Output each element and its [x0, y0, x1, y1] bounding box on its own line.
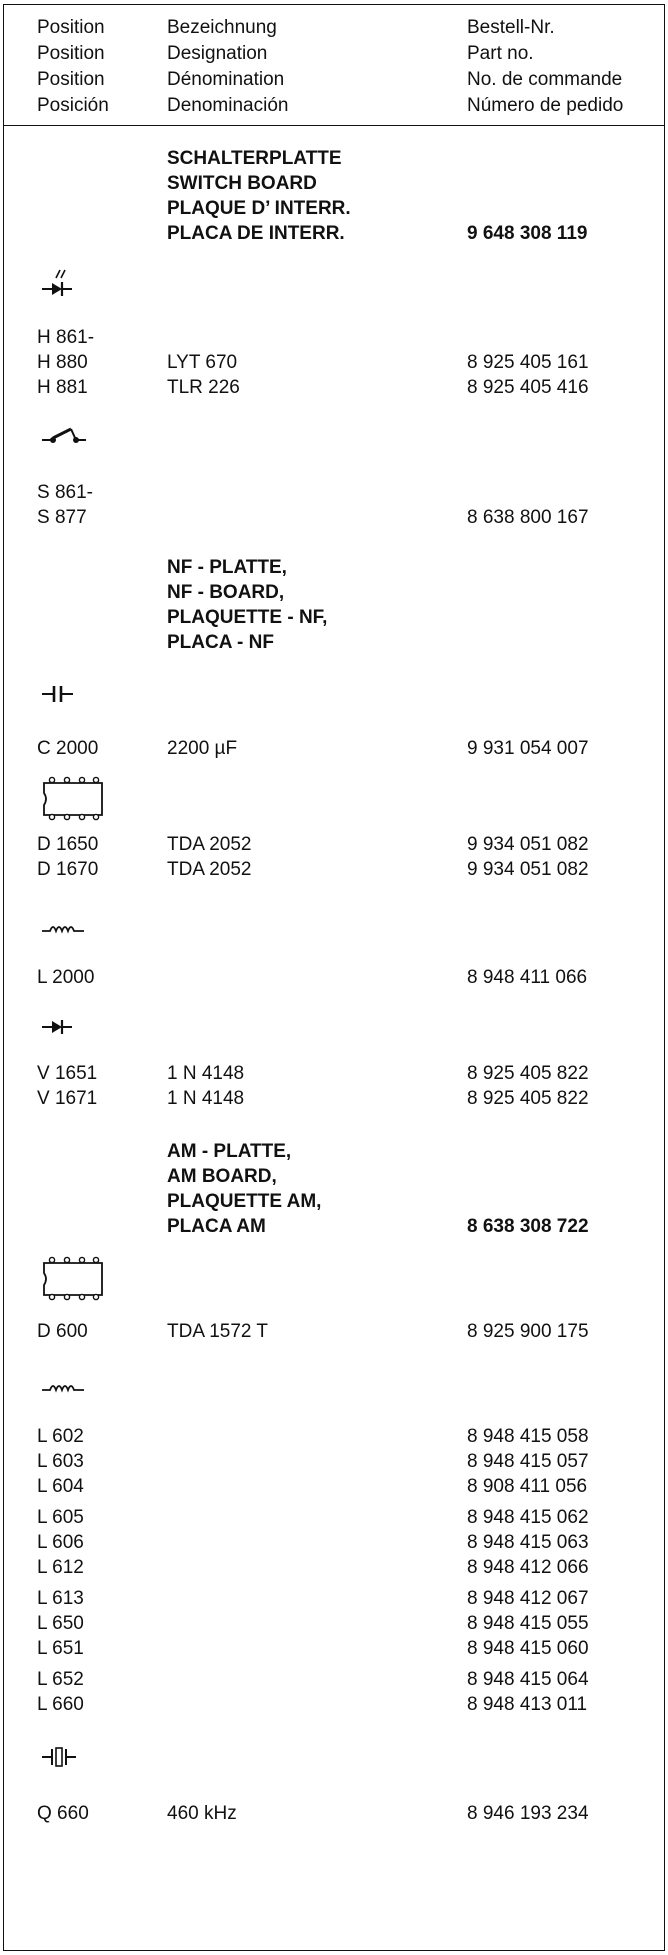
section-title-line: PLACA DE INTERR. — [167, 223, 345, 244]
table-row-part: 8 925 405 822 — [467, 1088, 589, 1109]
section-title-line: NF - BOARD, — [167, 582, 285, 603]
table-row-part: 8 925 405 161 — [467, 352, 589, 373]
table-row-part: 8 948 412 066 — [467, 1557, 589, 1578]
header-designation-de: Bezeichnung — [167, 17, 277, 38]
header-position-es: Posición — [37, 95, 109, 116]
table-row-part: 8 925 405 822 — [467, 1063, 589, 1084]
ic-chip-icon — [38, 1255, 108, 1301]
table-row-pos: S 861- — [37, 482, 93, 503]
table-row-part: 8 948 411 066 — [467, 967, 588, 988]
table-row-desc: TDA 1572 T — [167, 1321, 269, 1342]
section-title-line: PLACA - NF — [167, 632, 274, 653]
table-row-pos: H 880 — [37, 352, 88, 373]
table-row-part: 8 946 193 234 — [467, 1803, 589, 1824]
table-row-part: 8 948 415 057 — [467, 1451, 589, 1472]
section-part-number: 9 648 308 119 — [467, 223, 588, 244]
table-row-part: 9 934 051 082 — [467, 859, 589, 880]
section-title-line: SCHALTERPLATTE — [167, 148, 342, 169]
header-designation-es: Denominación — [167, 95, 289, 116]
table-row-pos: L 650 — [37, 1613, 84, 1634]
table-row-desc: TDA 2052 — [167, 859, 252, 880]
switch-icon — [40, 423, 90, 449]
table-row-part: 8 948 412 067 — [467, 1588, 589, 1609]
table-row-desc: TDA 2052 — [167, 834, 252, 855]
table-row-part: 8 948 413 011 — [467, 1694, 588, 1715]
header-divider — [4, 125, 664, 126]
section-title-line: PLACA AM — [167, 1216, 266, 1237]
table-row-desc: 460 kHz — [167, 1803, 237, 1824]
table-row-pos: L 606 — [37, 1532, 84, 1553]
table-row-pos: C 2000 — [37, 738, 99, 759]
table-row-pos: L 652 — [37, 1669, 84, 1690]
header-part-no-de: Bestell-Nr. — [467, 17, 555, 38]
table-row-desc: LYT 670 — [167, 352, 238, 373]
table-row-part: 9 934 051 082 — [467, 834, 589, 855]
table-row-pos: V 1651 — [37, 1063, 98, 1084]
table-row-pos: L 612 — [37, 1557, 84, 1578]
inductor-icon — [40, 919, 88, 937]
ic-chip-icon — [38, 775, 108, 821]
table-row-desc: 1 N 4148 — [167, 1063, 245, 1084]
table-row-pos: L 660 — [37, 1694, 84, 1715]
parts-list-frame — [3, 4, 665, 1951]
section-title-line: AM BOARD, — [167, 1166, 277, 1187]
table-row-pos: D 1670 — [37, 859, 99, 880]
table-row-pos: D 600 — [37, 1321, 88, 1342]
table-row-desc: 1 N 4148 — [167, 1088, 245, 1109]
led-diode-icon — [40, 267, 80, 297]
header-part-no-es: Número de pedido — [467, 95, 624, 116]
table-row-part: 8 948 415 064 — [467, 1669, 589, 1690]
table-row-desc: 2200 µF — [167, 738, 238, 759]
table-row-part: 8 925 405 416 — [467, 377, 589, 398]
crystal-icon — [40, 1746, 84, 1768]
table-row-pos: L 603 — [37, 1451, 84, 1472]
header-part-no-en: Part no. — [467, 43, 534, 64]
table-row-part: 8 638 800 167 — [467, 507, 589, 528]
table-row-desc: TLR 226 — [167, 377, 240, 398]
table-row-pos: L 602 — [37, 1426, 84, 1447]
header-position-fr: Position — [37, 69, 105, 90]
table-row-pos: S 877 — [37, 507, 87, 528]
table-row-pos: L 2000 — [37, 967, 95, 988]
table-row-part: 8 948 415 060 — [467, 1638, 589, 1659]
header-position-de: Position — [37, 17, 105, 38]
table-row-pos: D 1650 — [37, 834, 99, 855]
table-row-pos: H 861- — [37, 327, 95, 348]
table-row-pos: V 1671 — [37, 1088, 98, 1109]
section-part-number: 8 638 308 722 — [467, 1216, 589, 1237]
diode-icon — [40, 1017, 80, 1037]
table-row-pos: L 605 — [37, 1507, 84, 1528]
table-row-part: 8 908 411 056 — [467, 1476, 588, 1497]
inductor-icon — [40, 1378, 88, 1396]
table-row-pos: L 613 — [37, 1588, 84, 1609]
header-part-no-fr: No. de commande — [467, 69, 623, 90]
table-row-part: 8 925 900 175 — [467, 1321, 589, 1342]
table-row-part: 8 948 415 062 — [467, 1507, 589, 1528]
section-title-line: AM - PLATTE, — [167, 1141, 292, 1162]
table-row-pos: Q 660 — [37, 1803, 89, 1824]
table-row-part: 8 948 415 055 — [467, 1613, 589, 1634]
section-title-line: SWITCH BOARD — [167, 173, 317, 194]
section-title-line: PLAQUETTE - NF, — [167, 607, 328, 628]
table-row-part: 8 948 415 058 — [467, 1426, 589, 1447]
header-designation-en: Designation — [167, 43, 268, 64]
capacitor-icon — [40, 684, 80, 704]
section-title-line: NF - PLATTE, — [167, 557, 287, 578]
header-position-en: Position — [37, 43, 105, 64]
table-row-part: 8 948 415 063 — [467, 1532, 589, 1553]
table-row-pos: L 604 — [37, 1476, 84, 1497]
table-row-part: 9 931 054 007 — [467, 738, 589, 759]
section-title-line: PLAQUETTE AM, — [167, 1191, 322, 1212]
table-row-pos: L 651 — [37, 1638, 84, 1659]
header-designation-fr: Dénomination — [167, 69, 285, 90]
section-title-line: PLAQUE D’ INTERR. — [167, 198, 351, 219]
table-row-pos: H 881 — [37, 377, 88, 398]
